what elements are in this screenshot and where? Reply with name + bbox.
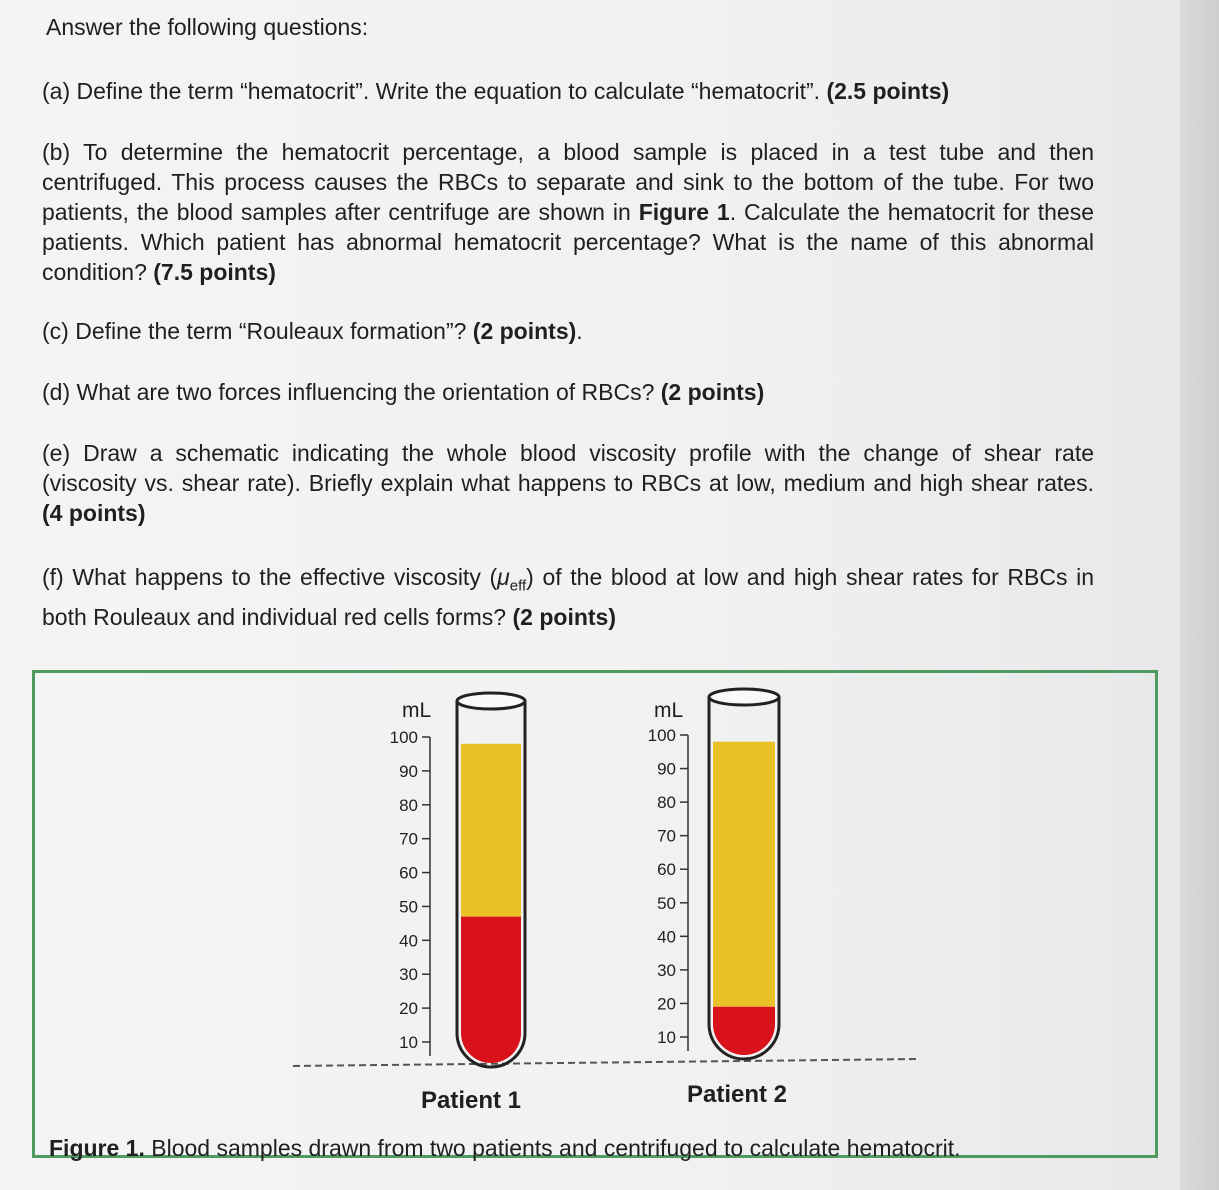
scale-tick-label-2-90: 90	[657, 759, 676, 779]
scale-tick-label-2-60: 60	[657, 860, 676, 880]
rbc-layer-1	[461, 917, 521, 1063]
scale-tick-label-2-50: 50	[657, 893, 676, 913]
question-b	[42, 137, 1094, 287]
question-d-label: (d)	[42, 379, 71, 405]
figure-caption-text: Blood samples drawn from two patients and centrifuged to calculate hematocrit.	[151, 1135, 961, 1161]
scale-tick-label-2-10: 10	[657, 1028, 676, 1047]
question-f	[42, 562, 1094, 632]
tube-1-unit-label: mL	[402, 699, 432, 722]
question-b-points: (7.5 points)	[153, 259, 276, 285]
scale-tick-label-1-10: 10	[399, 1033, 418, 1052]
question-b-text-before: To determine the hematocrit percentage, a blood sample is placed in a test tube and then centrifuged. This process causes the RBCs to separate and sink to the bottom of the tube. For two patients, the blood samples after centrifuge are shown in	[42, 139, 1094, 225]
patient-1-label: Patient 1	[421, 1087, 522, 1114]
figure-1-box	[32, 670, 1158, 1161]
question-a-text: Define the term “hematocrit”. Write the equation to calculate “hematocrit”.	[76, 78, 821, 104]
scale-tick-label-2-30: 30	[657, 960, 676, 980]
question-c-label: (c)	[42, 318, 69, 344]
scale-tick-label-1-70: 70	[399, 829, 418, 849]
question-e-text: Draw a schematic indicating the whole blood viscosity profile with the change of shear rate (viscosity vs. shear rate). Briefly explain what happens to RBCs at low, medium and high shear rates.	[42, 440, 1095, 496]
scale-tick-label-1-50: 50	[399, 897, 418, 917]
question-d	[42, 377, 1094, 407]
mu-symbol: μ	[497, 564, 510, 590]
tube-2-unit-label: mL	[654, 699, 684, 722]
scale-tick-label-1-60: 60	[399, 863, 418, 883]
test-tube-rim-1	[457, 693, 525, 709]
scale-tick-label-2-40: 40	[657, 927, 676, 947]
scale-tick-label-1-100: 100	[389, 728, 418, 747]
question-a-label: (a)	[42, 78, 71, 104]
question-f-points: (2 points)	[512, 603, 616, 630]
question-a-points: (2.5 points)	[826, 78, 950, 104]
scale-tick-label-1-30: 30	[399, 965, 418, 985]
question-b-text-after: . Calculate the hematocrit for these patients. Which patient has abnormal hematocrit percentage? What is the name of this abnormal condition?	[42, 199, 1094, 285]
question-d-text: What are two forces influencing the orientation of RBCs?	[76, 379, 655, 405]
scale-tick-label-2-100: 100	[647, 726, 676, 745]
baseline-dashed-line	[293, 1059, 920, 1066]
question-f-label: (f)	[42, 564, 64, 590]
instructions-heading: Answer the following questions:	[46, 14, 369, 40]
patient-2-label: Patient 2	[687, 1081, 788, 1108]
question-a	[42, 76, 1094, 106]
question-b-label: (b)	[42, 139, 71, 165]
plasma-layer-1	[461, 744, 521, 917]
question-c	[42, 316, 1094, 346]
figure-caption	[49, 1135, 961, 1162]
rbc-layer-2	[713, 1007, 775, 1055]
scale-tick-label-2-20: 20	[657, 994, 676, 1014]
question-c-tail: .	[576, 318, 583, 344]
question-c-points: (2 points)	[472, 318, 577, 344]
figure-caption-label: Figure 1.	[49, 1135, 145, 1161]
scale-tick-label-2-80: 80	[657, 793, 676, 813]
figure-1-graphic	[35, 673, 1155, 1155]
question-c-text: Define the term “Rouleaux formation”?	[75, 318, 467, 344]
scale-tick-label-1-80: 80	[399, 795, 418, 815]
question-e	[42, 438, 1094, 528]
scale-tick-label-2-70: 70	[657, 826, 676, 846]
scale-tick-label-1-20: 20	[399, 999, 418, 1019]
scale-tick-label-1-90: 90	[399, 761, 418, 781]
question-f-text-after: ) of the blood at low and high shear rates for RBCs in both Rouleaux and individual red cells forms?	[42, 564, 1095, 630]
mu-subscript: eff	[509, 577, 527, 595]
page-edge-shadow	[1180, 0, 1219, 1190]
scale-tick-label-1-40: 40	[399, 931, 418, 951]
question-d-points: (2 points)	[660, 379, 765, 405]
question-e-points: (4 points)	[42, 500, 146, 526]
figure-reference: Figure 1	[638, 199, 730, 225]
question-f-text-before: What happens to the effective viscosity (	[72, 564, 498, 590]
plasma-layer-2	[713, 742, 775, 1007]
test-tube-rim-2	[709, 689, 779, 705]
question-e-label: (e)	[42, 440, 71, 466]
